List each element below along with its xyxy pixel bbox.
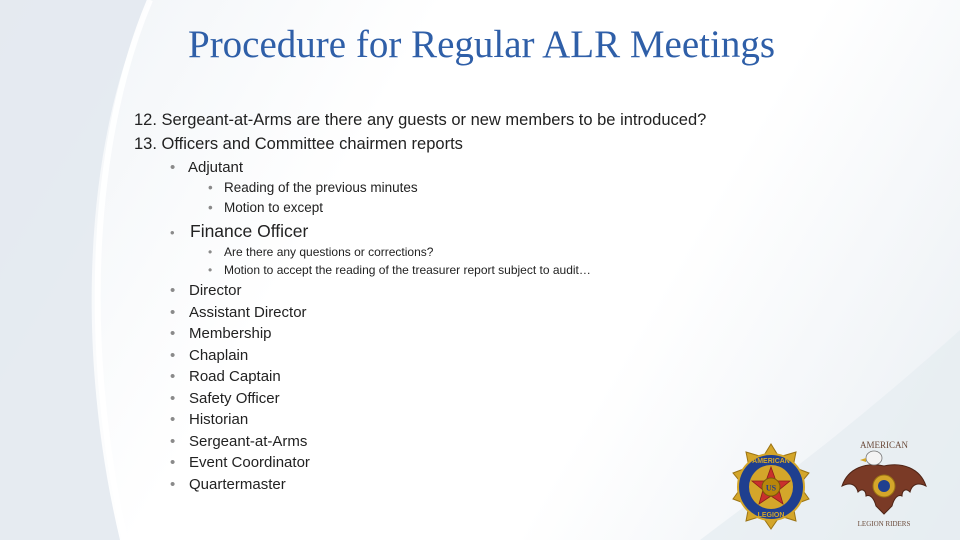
report-item-text: Safety Officer bbox=[189, 389, 280, 407]
report-item-text: Quartermaster bbox=[189, 475, 286, 493]
finance-subitem bbox=[208, 245, 433, 259]
finance-subitem bbox=[208, 263, 591, 277]
bullet-marker: • bbox=[170, 282, 176, 299]
report-item bbox=[170, 454, 310, 471]
finance-subitem-text: Are there any questions or corrections? bbox=[224, 245, 434, 259]
riders-bottom-text: LEGION RIDERS bbox=[857, 520, 911, 528]
american-legion-emblem-icon bbox=[727, 443, 815, 531]
legion-riders-eagle-icon bbox=[836, 436, 932, 532]
adjutant-subitem-text: Motion to except bbox=[224, 200, 324, 215]
report-item bbox=[170, 304, 307, 321]
report-item-text: Historian bbox=[189, 411, 249, 428]
emblem-bottom-text: LEGION bbox=[757, 512, 785, 519]
adjutant-bullet bbox=[170, 159, 243, 176]
report-item bbox=[170, 390, 280, 407]
report-item-text: Director bbox=[189, 282, 242, 299]
report-item bbox=[170, 282, 242, 299]
bullet-marker: • bbox=[170, 325, 176, 342]
bullet-marker: • bbox=[170, 432, 176, 450]
adjutant-subitem bbox=[208, 180, 418, 195]
report-item bbox=[170, 368, 281, 385]
agenda-item-12: 12. Sergeant-at-Arms are there any guests or new members to be introduced? bbox=[134, 111, 707, 129]
finance-officer-label: Finance Officer bbox=[190, 221, 309, 241]
report-item-text: Chaplain bbox=[189, 346, 249, 364]
bullet-marker: • bbox=[170, 159, 176, 176]
bullet-marker: • bbox=[208, 200, 213, 215]
slide-title: Procedure for Regular ALR Meetings bbox=[188, 23, 776, 66]
bullet-marker: • bbox=[208, 245, 213, 259]
bullet-marker: • bbox=[170, 411, 176, 428]
bullet-marker: • bbox=[170, 454, 176, 471]
adjutant-subitem-text: Reading of the previous minutes bbox=[224, 180, 418, 195]
adjutant-subitem bbox=[208, 200, 323, 215]
finance-subitem-text: Motion to accept the reading of the treasurer report subject to audit… bbox=[224, 263, 591, 277]
report-item-text: Event Coordinator bbox=[189, 454, 310, 471]
agenda-item-13: 13. Officers and Committee chairmen reports bbox=[134, 135, 463, 153]
bullet-marker: • bbox=[208, 180, 213, 195]
report-item bbox=[170, 325, 272, 342]
bullet-marker: • bbox=[170, 346, 176, 364]
bullet-marker: • bbox=[170, 368, 176, 385]
bullet-marker: • bbox=[170, 475, 176, 493]
emblem-top-text: AMERICAN bbox=[752, 458, 790, 465]
bullet-marker: • bbox=[170, 303, 176, 321]
finance-officer-bullet bbox=[170, 221, 308, 242]
bullet-marker: • bbox=[208, 263, 213, 277]
report-item bbox=[170, 476, 286, 493]
report-item-text: Membership bbox=[189, 325, 272, 342]
report-item bbox=[170, 347, 248, 364]
bullet-marker: • bbox=[170, 389, 176, 407]
emblem-center-text: US bbox=[765, 483, 777, 493]
adjutant-label: Adjutant bbox=[188, 159, 244, 176]
riders-top-text: AMERICAN bbox=[859, 440, 909, 450]
report-item-text: Sergeant-at-Arms bbox=[189, 432, 308, 450]
report-item-text: Assistant Director bbox=[189, 303, 307, 321]
bullet-marker: • bbox=[170, 225, 175, 240]
report-item bbox=[170, 411, 248, 428]
report-item bbox=[170, 433, 307, 450]
report-item-text: Road Captain bbox=[189, 368, 281, 385]
